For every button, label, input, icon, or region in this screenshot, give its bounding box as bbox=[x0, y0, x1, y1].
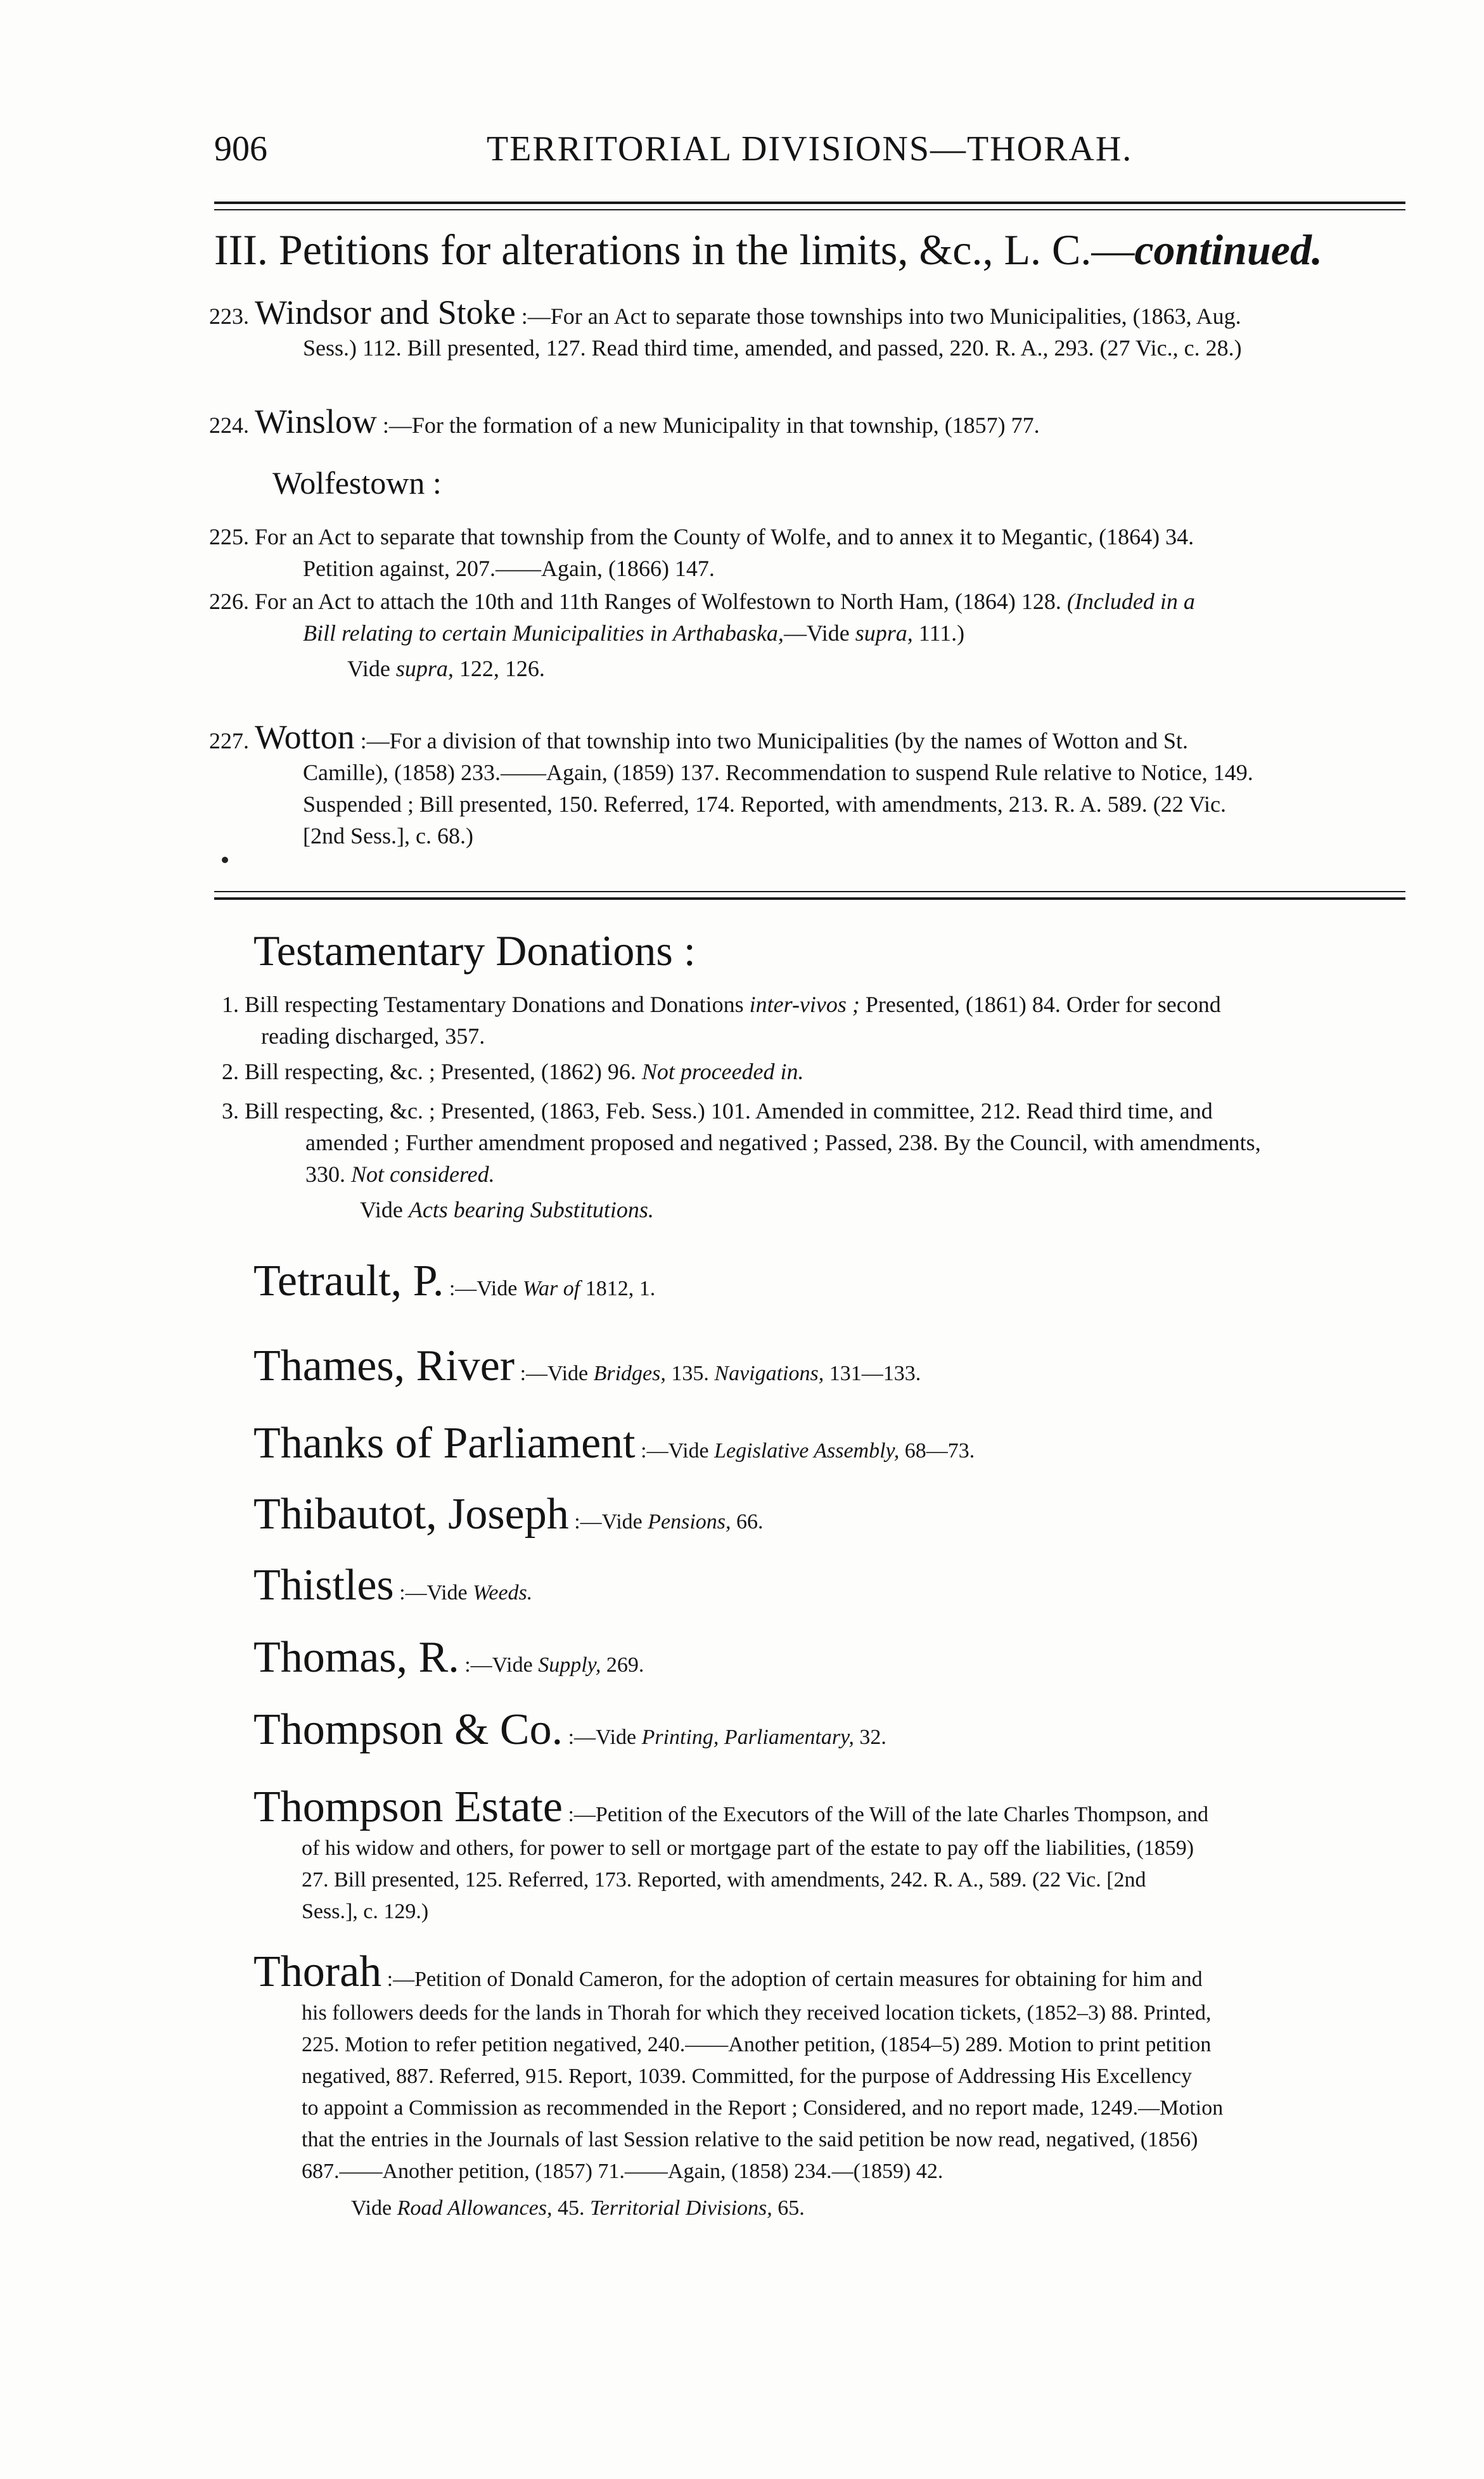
entry-text: 45. bbox=[552, 2196, 590, 2220]
section-heading-text: III. Petitions for alterations in the limits, &c., L. C.— bbox=[214, 226, 1135, 274]
entry-text: Suspended ; Bill presented, 150. Referred, 174. Reported, with amendments, 213. R. A. 589. (22 Vic. bbox=[303, 791, 1226, 817]
entry-text: 66. bbox=[731, 1510, 764, 1534]
entry-text-italic: Bill relating to certain Municipalities in Arthabaska, bbox=[303, 620, 784, 646]
index-entry-thibautot bbox=[253, 1489, 1432, 1540]
entry-text-italic: Legislative Assembly, bbox=[714, 1439, 900, 1463]
section-heading bbox=[214, 223, 1322, 276]
entry-text: 111.) bbox=[912, 620, 965, 646]
index-entry-thorah bbox=[253, 1947, 1432, 2224]
testamentary-item-3 bbox=[222, 1095, 1426, 1226]
entry-text: 226. For an Act to attach the 10th and 11th Ranges of Wolfestown to North Ham, (1864) 128. bbox=[209, 589, 1067, 614]
entry-text: Vide bbox=[347, 656, 396, 681]
entry-text: :—Vide bbox=[393, 1581, 473, 1605]
subheading-wolfestown: Wolfestown : bbox=[272, 465, 442, 501]
entry-text: 122, 126. bbox=[453, 656, 545, 681]
index-entry-thompson-co bbox=[253, 1705, 1432, 1755]
page-number: 906 bbox=[214, 129, 267, 169]
entry-text-italic: Not considered. bbox=[351, 1162, 495, 1187]
entry-227 bbox=[209, 718, 1413, 852]
entry-text: amended ; Further amendment proposed and negatived ; Passed, 238. By the Council, with amendments, bbox=[305, 1130, 1261, 1155]
entry-text-italic: Pensions, bbox=[648, 1510, 731, 1534]
entry-text: his followers deeds for the lands in Thorah for which they received location tickets, (1852–3) 88. Printed, bbox=[302, 2001, 1212, 2025]
entry-term: Wotton bbox=[255, 718, 355, 756]
header-rule-top bbox=[214, 202, 1405, 204]
index-entry-thames bbox=[253, 1341, 1432, 1392]
entry-text: 135. bbox=[665, 1362, 715, 1385]
entry-text: 269. bbox=[601, 1653, 644, 1677]
entry-text: 225. For an Act to separate that township from the County of Wolfe, and to annex it to Megantic, (1864) 34. bbox=[209, 524, 1194, 549]
entry-text: [2nd Sess.], c. 68.) bbox=[303, 823, 473, 849]
entry-text: :—Vide bbox=[563, 1726, 642, 1749]
entry-term: Thompson & Co. bbox=[253, 1705, 563, 1754]
entry-text: :—Petition of Donald Cameron, for the adoption of certain measures for obtaining for him and bbox=[381, 1968, 1203, 1991]
entry-text-italic: (Included in a bbox=[1066, 589, 1195, 614]
entry-term: Thistles bbox=[253, 1561, 394, 1610]
entry-text: :—Petition of the Executors of the Will of the late Charles Thompson, and bbox=[562, 1803, 1209, 1826]
entry-term: Tetrault, P. bbox=[253, 1257, 444, 1305]
entry-term: Thomas, R. bbox=[253, 1633, 459, 1682]
entry-text: —Vide bbox=[783, 620, 855, 646]
entry-text: 225. Motion to refer petition negatived, 240.——Another petition, (1854–5) 289. Motion to print petition bbox=[302, 2033, 1212, 2056]
entry-text: reading discharged, 357. bbox=[261, 1023, 485, 1049]
entry-text: :—Vide bbox=[568, 1510, 648, 1534]
section-rule-top bbox=[214, 891, 1405, 892]
entry-text-italic: Bridges, bbox=[593, 1362, 666, 1385]
entry-text-italic: War of bbox=[522, 1277, 580, 1300]
entry-225 bbox=[209, 521, 1413, 584]
entry-text-italic: Road Allowances, bbox=[397, 2196, 553, 2220]
entry-223 bbox=[209, 293, 1413, 364]
entry-term: Thompson Estate bbox=[253, 1783, 563, 1831]
entry-text: Presented, (1861) 84. Order for second bbox=[859, 992, 1221, 1017]
entry-text: 2. Bill respecting, &c. ; Presented, (1862) 96. bbox=[222, 1059, 642, 1084]
entry-text-italic: Acts bearing Substitutions. bbox=[408, 1197, 654, 1222]
index-entry-thistles bbox=[253, 1560, 1432, 1611]
page-title: TERRITORIAL DIVISIONS—THORAH. bbox=[487, 129, 1133, 169]
index-entry-thompson-estate bbox=[253, 1782, 1432, 1928]
entry-text: :—For an Act to separate those townships into two Municipalities, (1863, Aug. bbox=[515, 304, 1241, 329]
entry-text: Camille), (1858) 233.——Again, (1859) 137. Recommendation to suspend Rule relative to Notice, 149. bbox=[303, 760, 1253, 785]
entry-text: that the entries in the Journals of last Session relative to the said petition be now read, negatived, (1856) bbox=[302, 2128, 1198, 2151]
entry-text: 32. bbox=[854, 1726, 886, 1749]
entry-text: :—Vide bbox=[444, 1277, 523, 1300]
entry-text: Petition against, 207.——Again, (1866) 147. bbox=[303, 556, 715, 581]
entry-number: 224. bbox=[209, 413, 255, 438]
entry-text: 330. bbox=[305, 1162, 351, 1187]
entry-text: 1812, 1. bbox=[580, 1277, 656, 1300]
index-entry-thanks bbox=[253, 1418, 1432, 1469]
entry-term: Windsor and Stoke bbox=[255, 293, 516, 331]
entry-text: Vide bbox=[351, 2196, 397, 2220]
entry-text: :—Vide bbox=[459, 1653, 539, 1677]
entry-term: Thanks of Parliament bbox=[253, 1419, 636, 1468]
entry-224 bbox=[209, 402, 1413, 441]
entry-number: 227. bbox=[209, 728, 255, 753]
header-rule-bottom bbox=[214, 209, 1405, 210]
entry-term: Thibautot, Joseph bbox=[253, 1490, 569, 1539]
entry-text: Sess.], c. 129.) bbox=[302, 1900, 429, 1923]
entry-term: Thorah bbox=[253, 1947, 382, 1996]
index-entry-tetrault bbox=[253, 1256, 1432, 1307]
entry-text: 68—73. bbox=[899, 1439, 975, 1463]
entry-text-italic: Supply, bbox=[538, 1653, 601, 1677]
entry-term: Winslow bbox=[255, 402, 377, 440]
entry-text: 65. bbox=[772, 2196, 805, 2220]
entry-text: Vide bbox=[360, 1197, 409, 1222]
entry-number: 223. bbox=[209, 304, 255, 329]
entry-text-italic: inter-vivos ; bbox=[749, 992, 860, 1017]
entry-text: :—Vide bbox=[515, 1362, 594, 1385]
entry-term: Thames, River bbox=[253, 1342, 515, 1390]
entry-226 bbox=[209, 586, 1413, 684]
index-entry-thomas bbox=[253, 1632, 1432, 1683]
entry-text: :—For the formation of a new Municipality in that township, (1857) 77. bbox=[376, 413, 1040, 438]
entry-text: :—Vide bbox=[635, 1439, 715, 1463]
entry-text-italic: supra, bbox=[395, 656, 454, 681]
testamentary-item-2 bbox=[222, 1056, 1426, 1087]
entry-text: negatived, 887. Referred, 915. Report, 1039. Committed, for the purpose of Addressing His Excellency bbox=[302, 2065, 1193, 2088]
section-heading-continued: continued. bbox=[1134, 226, 1322, 274]
testamentary-heading: Testamentary Donations : bbox=[253, 926, 696, 975]
section-rule-bottom bbox=[214, 897, 1405, 900]
entry-text: 131—133. bbox=[824, 1362, 921, 1385]
testamentary-item-1 bbox=[222, 989, 1426, 1052]
entry-text: Sess.) 112. Bill presented, 127. Read third time, amended, and passed, 220. R. A., 293. (27 Vic., c. 28.) bbox=[303, 335, 1242, 361]
entry-text: 27. Bill presented, 125. Referred, 173. Reported, with amendments, 242. R. A., 589. (22 Vic. [2nd bbox=[302, 1868, 1146, 1892]
entry-text-italic: Not proceeded in. bbox=[641, 1059, 804, 1084]
entry-text-italic: Printing, Parliamentary, bbox=[641, 1726, 854, 1749]
entry-text: 3. Bill respecting, &c. ; Presented, (1863, Feb. Sess.) 101. Amended in committee, 212. Read third time, and bbox=[222, 1098, 1213, 1124]
entry-text: 687.——Another petition, (1857) 71.——Again, (1858) 234.—(1859) 42. bbox=[302, 2160, 943, 2183]
entry-text: of his widow and others, for power to sell or mortgage part of the estate to pay off the liabilities, (1859) bbox=[302, 1836, 1194, 1860]
entry-text-italic: Weeds. bbox=[473, 1581, 533, 1605]
entry-text: :—For a division of that township into two Municipalities (by the names of Wotton and St. bbox=[354, 728, 1188, 753]
entry-text-italic: supra, bbox=[855, 620, 913, 646]
entry-text: to appoint a Commission as recommended in the Report ; Considered, and no report made, 1249.—Motion bbox=[302, 2096, 1224, 2120]
entry-text-italic: Territorial Divisions, bbox=[589, 2196, 772, 2220]
entry-text: 1. Bill respecting Testamentary Donations and Donations bbox=[222, 992, 750, 1017]
margin-mark bbox=[222, 857, 228, 863]
entry-text-italic: Navigations, bbox=[714, 1362, 824, 1385]
